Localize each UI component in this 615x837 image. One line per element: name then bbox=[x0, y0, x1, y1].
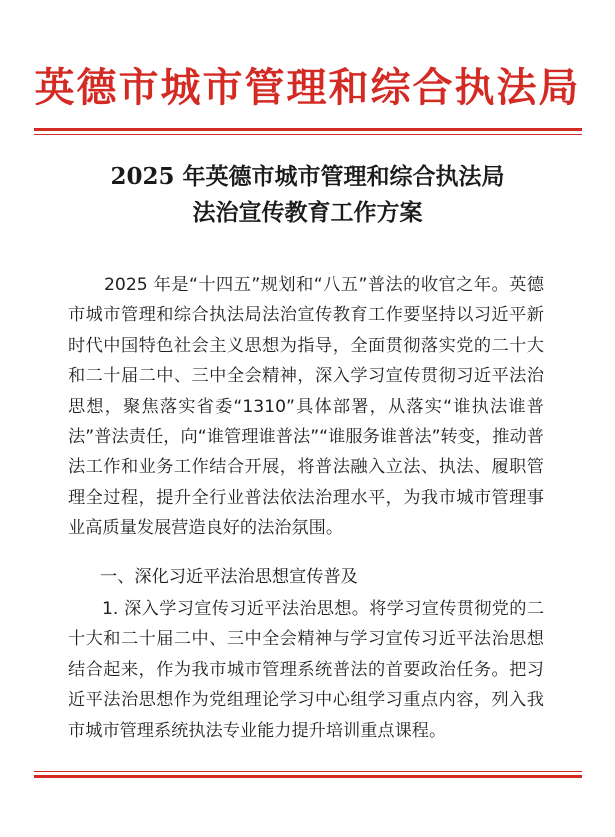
footer-rule-thick bbox=[34, 775, 582, 778]
header-rule-thin bbox=[34, 134, 582, 135]
section-heading-1: 一、深化习近平法治思想宣传普及 bbox=[100, 567, 358, 587]
document-title-line1: 2025 年英德市城市管理和综合执法局 bbox=[110, 163, 505, 190]
document-title-line2: 法治宣传教育工作方案 bbox=[192, 199, 423, 226]
paragraph-item-1: 1. 深入学习宣传习近平法治思想。将学习宣传贯彻党的二十大和二十届二中、三中全会精神与学习宣传习近平法治思想结合起来，作为我市城市管理系统普法的首要政治任务。把习近平法治思想作为党组理论学习中心组学习重点内容，列入我市城市管理系统执法专业能力提升培训重点课程。 bbox=[68, 599, 544, 741]
letterhead-org-name: 英德市城市管理和综合执法局 bbox=[34, 64, 581, 111]
header-rule-thick bbox=[34, 128, 582, 131]
paragraph-intro: 2025 年是“十四五”规划和“八五”普法的收官之年。英德市城市管理和综合执法局法治宣传教育工作要坚持以习近平新时代中国特色社会主义思想为指导，全面贯彻落实党的二十大和二十届二中、三中全会精神，深入学习宣传贯彻习近平法治思想，聚焦落实省委“1310”具体部署，从落实“谁执法谁普法”普法责任，向“谁管理谁普法”“谁服务谁普法”转变，推动普法工作和业务工作结合开展，将普法融入立法、执法、履职管理全过程，提升全行业普法依法治理水平，为我市城市管理事业高质量发展营造良好的法治氛围。 bbox=[68, 275, 544, 539]
footer-rule-thin bbox=[34, 771, 582, 772]
